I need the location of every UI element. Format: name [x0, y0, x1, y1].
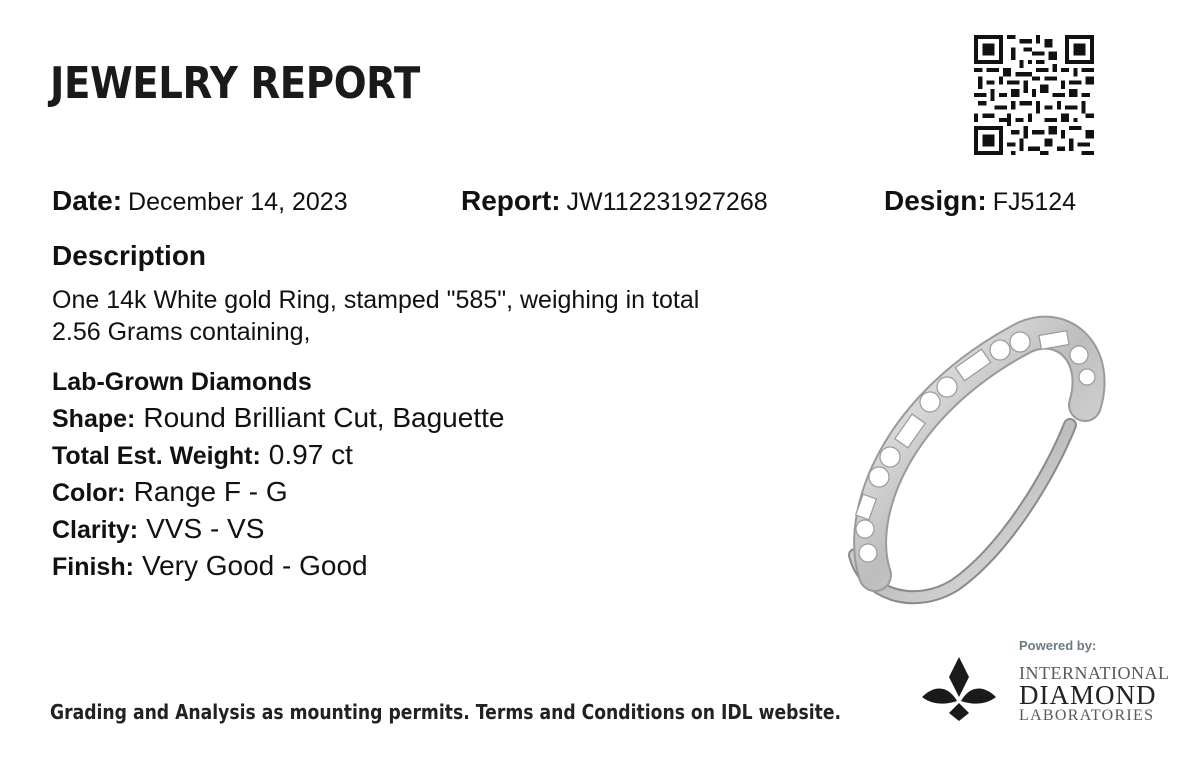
- page-title: JEWELRY REPORT: [50, 58, 420, 109]
- diamonds-heading: Lab-Grown Diamonds: [52, 368, 312, 396]
- powered-by-label: Powered by:: [1019, 638, 1097, 653]
- description-heading: Description: [52, 240, 207, 271]
- description-line-1: One 14k White gold Ring, stamped "585", weighing in total: [52, 286, 700, 314]
- color-value: Range F - G: [133, 476, 288, 507]
- clarity-row: [52, 513, 264, 545]
- weight-value: 0.97 ct: [268, 439, 353, 470]
- clarity-value: VVS - VS: [146, 513, 265, 544]
- finish-value: Very Good - Good: [141, 550, 368, 581]
- weight-label: Total Est. Weight:: [52, 442, 261, 470]
- ring-image: [835, 315, 1135, 615]
- footer-disclaimer: Grading and Analysis as mounting permits. Terms and Conditions on IDL website.: [50, 700, 842, 724]
- qr-code-icon[interactable]: [974, 35, 1094, 155]
- shape-label: Shape:: [52, 405, 136, 433]
- date-field: [52, 185, 348, 217]
- color-label: Color:: [52, 479, 126, 507]
- idl-logo-icon: [920, 655, 998, 723]
- weight-row: [52, 439, 353, 471]
- report-field: [461, 185, 768, 217]
- report-label: Report:: [461, 185, 561, 216]
- design-value: FJ5124: [992, 188, 1077, 216]
- brand-line-3: LABORATORIES: [1019, 707, 1155, 724]
- brand-line-2: DIAMOND: [1019, 680, 1157, 710]
- design-field: [884, 185, 1076, 217]
- brand-line-1: INTERNATIONAL: [1019, 663, 1170, 683]
- date-value: December 14, 2023: [128, 188, 348, 216]
- date-label: Date:: [52, 185, 123, 216]
- clarity-label: Clarity:: [52, 516, 139, 544]
- description-text: [52, 284, 812, 348]
- shape-value: Round Brilliant Cut, Baguette: [143, 402, 505, 433]
- design-label: Design:: [884, 185, 987, 216]
- report-value: JW112231927268: [566, 188, 768, 216]
- finish-label: Finish:: [52, 553, 134, 581]
- shape-row: [52, 402, 504, 434]
- color-row: [52, 476, 288, 508]
- description-line-2: 2.56 Grams containing,: [52, 318, 311, 346]
- finish-row: [52, 550, 368, 582]
